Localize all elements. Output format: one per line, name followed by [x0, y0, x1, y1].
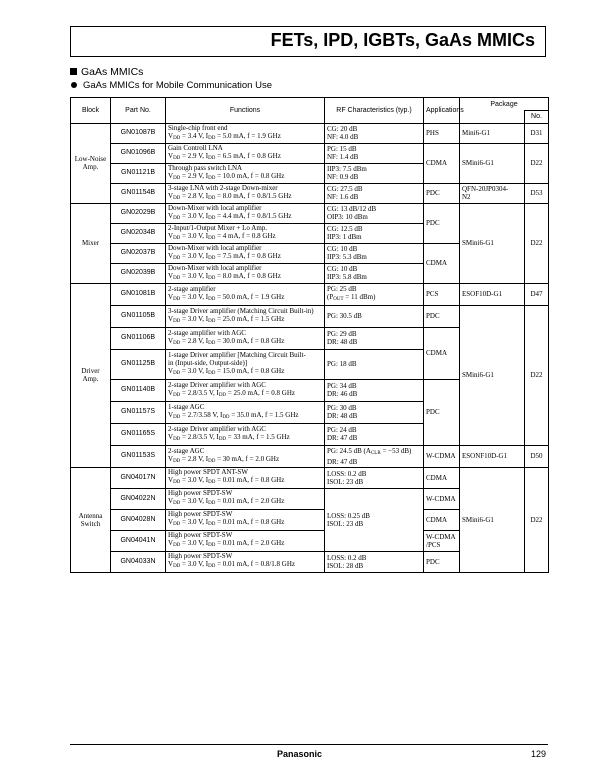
- part-no: GN01081B: [111, 283, 166, 305]
- functions-cell: 2-stage AGC $V_{DD} = 2.8$ V, $I_{DD} = 30$ mA, f = 2.0 GHz: [166, 445, 325, 467]
- part-no: GN02034B: [111, 223, 166, 243]
- rf-cell: CG: 27.5 dB NF: 1.6 dB: [325, 183, 424, 203]
- round-bullet-icon: [71, 82, 77, 88]
- page-title: FETs, IPD, IGBTs, GaAs MMICs: [270, 30, 535, 50]
- table-row: [71, 283, 549, 305]
- functions-cell: Down-Mixer with local amplifier $V_{DD} = 3.0$ V, $I_{DD} = 7.5$ mA, f = 0.8 GHz: [166, 243, 325, 263]
- rf-cell: CG: 20 dB NF: 4.0 dB: [325, 123, 424, 143]
- rf-cell: PG: 25 dB ($P_{OUT} = 11$ dBm): [325, 283, 424, 305]
- package-no: D31: [525, 123, 549, 143]
- package-no: D22: [525, 305, 549, 445]
- rf-cell: LOSS: 0.2 dB ISOL: 28 dB: [325, 551, 424, 572]
- app-cell: W-CDMA /PCS: [424, 530, 460, 551]
- mmic-table: [70, 97, 549, 573]
- rf-cell: LOSS: 0.2 dB ISOL: 23 dB: [325, 467, 424, 488]
- rf-cell: PG: 15 dB NF: 1.4 dB: [325, 143, 424, 163]
- app-cell: W-CDMA: [424, 445, 460, 467]
- header-no: No.: [525, 111, 549, 124]
- app-cell: PDC: [424, 379, 460, 445]
- functions-cell: 1-stage Driver amplifier [Matching Circuit Built- in (Input-side, Output-side)] $V_{DD} = 3.0$ V, $I_{DD} = 15.0$ mA, f = 0.8 GHz: [166, 349, 325, 379]
- table-row: [71, 143, 549, 163]
- functions-cell: High power SPDT-SW $V_{DD} = 3.0$ V, $I_{DD} = 0.01$ mA, f = 0.8 GHz: [166, 509, 325, 530]
- square-bullet-icon: [70, 68, 77, 75]
- rf-cell: PG: 29 dB DR: 48 dB: [325, 327, 424, 349]
- block-lna: Low-Noise Amp.: [71, 123, 111, 203]
- part-no: GN01087B: [111, 123, 166, 143]
- rf-cell: PG: 18 dB: [325, 349, 424, 379]
- package-no: D22: [525, 203, 549, 283]
- table-header-row: [71, 98, 549, 111]
- package-cell: ESONF10D-G1: [460, 445, 525, 467]
- table-row: [71, 203, 549, 223]
- app-cell: PCS: [424, 283, 460, 305]
- part-no: GN04022N: [111, 488, 166, 509]
- functions-cell: 2-Input/1-Output Mixer + Lo Amp. $V_{DD} = 3.0$ V, $I_{DD} = 4$ mA, f = 0.8 GHz: [166, 223, 325, 243]
- app-cell: PDC: [424, 203, 460, 243]
- header-package: Package: [460, 98, 549, 111]
- part-no: GN01157S: [111, 401, 166, 423]
- header-part: Part No.: [111, 98, 166, 124]
- package-cell: SMini6-G1: [460, 203, 525, 283]
- functions-cell: 2-stage amplifier with AGC $V_{DD} = 2.8$ V, $I_{DD} = 30.0$ mA, f = 0.8 GHz: [166, 327, 325, 349]
- rf-cell: CG: 13 dB/12 dB OIP3: 10 dBm: [325, 203, 424, 223]
- part-no: GN04041N: [111, 530, 166, 551]
- table-row: [71, 123, 549, 143]
- title-box: [70, 26, 546, 57]
- package-cell: SMini6-G1: [460, 143, 525, 183]
- rf-cell: CG: 12.5 dB IIP3: 1 dBm: [325, 223, 424, 243]
- package-no: D22: [525, 467, 549, 572]
- functions-cell: Single-chip front end $V_{DD} = 3.4$ V, $I_{DD} = 5.0$ mA, f = 1.9 GHz: [166, 123, 325, 143]
- part-no: GN02039B: [111, 263, 166, 283]
- functions-cell: Through pass switch LNA $V_{DD} = 2.9$ V, $I_{DD} = 10.0$ mA, f = 0.8 GHz: [166, 163, 325, 183]
- package-cell: SMini6-G1: [460, 467, 525, 572]
- functions-cell: High power SPDT-SW $V_{DD} = 3.0$ V, $I_{DD} = 0.01$ mA, f = 2.0 GHz: [166, 530, 325, 551]
- app-cell: CDMA: [424, 509, 460, 530]
- package-no: D22: [525, 143, 549, 183]
- part-no: GN01140B: [111, 379, 166, 401]
- part-no: GN04028N: [111, 509, 166, 530]
- part-no: GN01106B: [111, 327, 166, 349]
- rf-cell: PG: 30.5 dB: [325, 305, 424, 327]
- part-no: GN01154B: [111, 183, 166, 203]
- app-cell: CDMA: [424, 467, 460, 488]
- block-driver: Driver Amp.: [71, 283, 111, 467]
- app-cell: CDMA: [424, 243, 460, 283]
- functions-cell: Down-Mixer with local amplifier $V_{DD} = 3.0$ V, $I_{DD} = 4.4$ mA, f = 0.8/1.5 GHz: [166, 203, 325, 223]
- app-cell: PDC: [424, 305, 460, 327]
- package-cell: ESOF10D-G1: [460, 283, 525, 305]
- app-cell: CDMA: [424, 327, 460, 379]
- functions-cell: Gain Controll LNA $V_{DD} = 2.9$ V, $I_{DD} = 6.5$ mA, f = 0.8 GHz: [166, 143, 325, 163]
- part-no: GN01105B: [111, 305, 166, 327]
- section-heading: GaAs MMICs: [70, 66, 143, 78]
- footer-rule: [70, 744, 548, 745]
- functions-cell: High power SPDT ANT-SW $V_{DD} = 3.0$ V, $I_{DD} = 0.01$ mA, f = 0.8 GHz: [166, 467, 325, 488]
- rf-cell: CG: 10 dB IIP3: 5.8 dBm: [325, 263, 424, 283]
- functions-cell: High power SPDT-SW $V_{DD} = 3.0$ V, $I_{DD} = 0.01$ mA, f = 0.8/1.8 GHz: [166, 551, 325, 572]
- functions-cell: 2-stage amplifier $V_{DD} = 3.0$ V, $I_{DD} = 50.0$ mA, f = 1.9 GHz: [166, 283, 325, 305]
- app-cell: W-CDMA: [424, 488, 460, 509]
- app-cell: CDMA: [424, 143, 460, 183]
- rf-cell: PG: 30 dB DR: 48 dB: [325, 401, 424, 423]
- rf-cell: PG: 24 dB DR: 47 dB: [325, 423, 424, 445]
- rf-cell: IIP3: 7.5 dBm NF: 0.9 dB: [325, 163, 424, 183]
- package-cell: SMini6-G1: [460, 305, 525, 445]
- part-no: GN02037B: [111, 243, 166, 263]
- package-no: D53: [525, 183, 549, 203]
- functions-cell: Down-Mixer with local amplifier $V_{DD} = 3.0$ V, $I_{DD} = 8.0$ mA, f = 0.8 GHz: [166, 263, 325, 283]
- table-row: [71, 467, 549, 488]
- part-no: GN01096B: [111, 143, 166, 163]
- app-cell: PDC: [424, 183, 460, 203]
- app-cell: PHS: [424, 123, 460, 143]
- rf-cell: PG: 24.5 dB ($A_{CLR} = -53$ dB) DR: 47 dB: [325, 445, 424, 467]
- header-applications: Applications: [424, 98, 460, 124]
- functions-cell: High power SPDT-SW $V_{DD} = 3.0$ V, $I_{DD} = 0.01$ mA, f = 2.0 GHz: [166, 488, 325, 509]
- block-mixer: Mixer: [71, 203, 111, 283]
- table-row: [71, 445, 549, 467]
- page-number: 129: [531, 749, 547, 759]
- package-no: D47: [525, 283, 549, 305]
- brand-logo: Panasonic: [277, 749, 323, 759]
- subsection-heading: GaAs MMICs for Mobile Communication Use: [70, 80, 272, 91]
- rf-cell: LOSS: 0.25 dB ISOL: 23 dB: [325, 488, 424, 551]
- app-cell: PDC: [424, 551, 460, 572]
- part-no: GN02029B: [111, 203, 166, 223]
- part-no: GN01125B: [111, 349, 166, 379]
- part-no: GN01121B: [111, 163, 166, 183]
- functions-cell: 2-stage Driver amplifier with AGC $V_{DD} = 2.8/3.5$ V, $I_{DD} = 25.0$ mA, f = 0.8 GHz: [166, 379, 325, 401]
- table-row: [71, 183, 549, 203]
- block-antenna: Antenna Switch: [71, 467, 111, 572]
- header-rf: RF Characteristics (typ.): [325, 98, 424, 124]
- package-cell: QFN-20JP0304- N2: [460, 183, 525, 203]
- rf-cell: CG: 10 dB IIP3: 5.3 dBm: [325, 243, 424, 263]
- part-no: GN04017N: [111, 467, 166, 488]
- rf-cell: PG: 34 dB DR: 46 dB: [325, 379, 424, 401]
- functions-cell: 1-stage AGC $V_{DD} = 2.7/3.58$ V, $I_{DD} = 35.0$ mA, f = 1.5 GHz: [166, 401, 325, 423]
- part-no: GN01153S: [111, 445, 166, 467]
- functions-cell: 3-stage Driver amplifier (Matching Circuit Built-in) $V_{DD} = 3.0$ V, $I_{DD} = 25.0$ mA, f = 1.5 GHz: [166, 305, 325, 327]
- header-block: Block: [71, 98, 111, 124]
- part-no: GN04033N: [111, 551, 166, 572]
- table-row: [71, 305, 549, 327]
- part-no: GN01165S: [111, 423, 166, 445]
- header-functions: Functions: [166, 98, 325, 124]
- functions-cell: 3-stage LNA with 2-stage Down-mixer $V_{DD} = 2.8$ V, $I_{DD} = 8.0$ mA, f = 0.8/1.5 GHz: [166, 183, 325, 203]
- package-no: D50: [525, 445, 549, 467]
- package-cell: Mini6-G1: [460, 123, 525, 143]
- functions-cell: 2-stage Driver amplifier with AGC $V_{DD} = 2.8/3.5$ V, $I_{DD} = 33$ mA, f = 1.5 GHz: [166, 423, 325, 445]
